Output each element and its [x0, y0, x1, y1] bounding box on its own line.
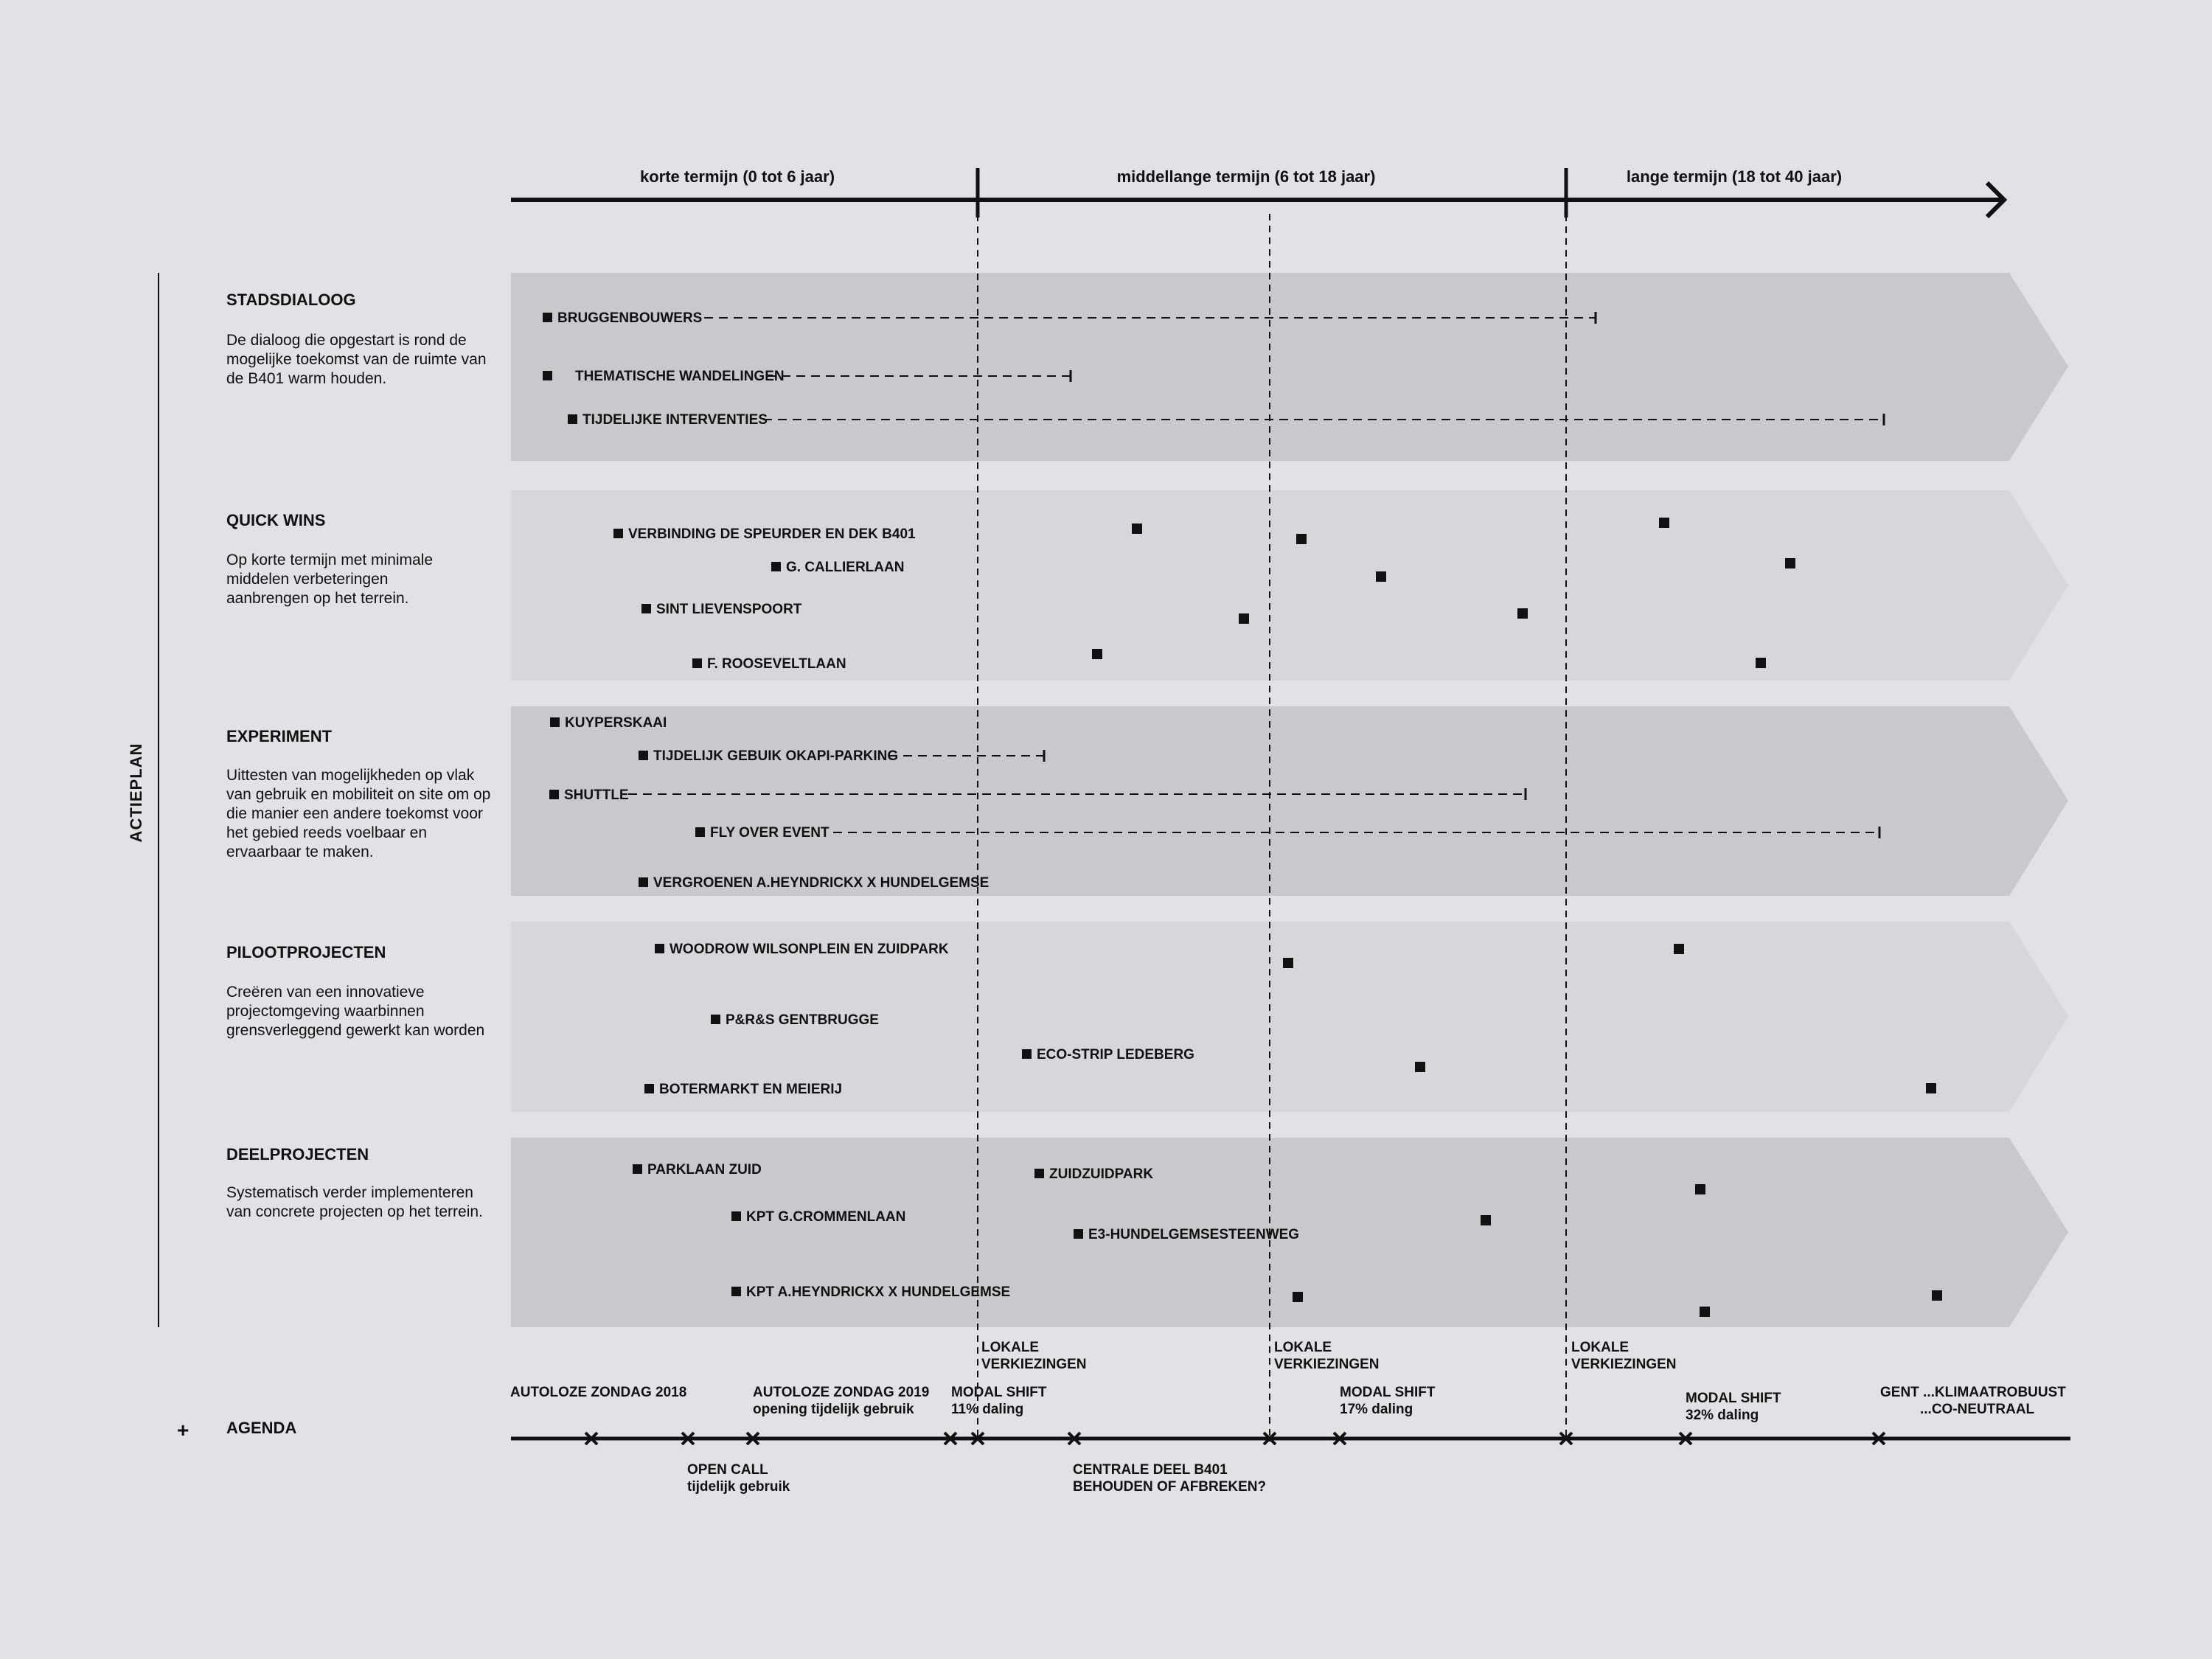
milestone-marker	[1283, 958, 1293, 968]
item-marker	[633, 1164, 642, 1174]
agenda-event-label: CENTRALE DEEL B401 BEHOUDEN OF AFBREKEN?	[1073, 1462, 1267, 1495]
milestone-marker	[1695, 1184, 1705, 1194]
band-arrow-experiment	[511, 706, 2068, 896]
milestone-marker	[1415, 1062, 1425, 1072]
agenda-event-label: LOKALE VERKIEZINGEN	[1274, 1340, 1380, 1372]
item-label: E3-HUNDELGEMSESTEENWEG	[1088, 1227, 1300, 1242]
item-label: KPT G.CROMMENLAAN	[746, 1209, 906, 1225]
agenda-event-label: LOKALE VERKIEZINGEN	[981, 1340, 1087, 1372]
item-label: TIJDELIJKE INTERVENTIES	[582, 412, 768, 428]
item-marker	[731, 1211, 741, 1221]
item-marker	[613, 529, 623, 538]
milestone-marker	[1376, 571, 1386, 582]
item-label: WOODROW WILSONPLEIN EN ZUIDPARK	[669, 942, 949, 957]
item-marker	[568, 414, 577, 424]
item-marker	[1022, 1049, 1032, 1059]
agenda-event-label: GENT ...KLIMAATROBUUST ...CO-NEUTRAAL	[1880, 1385, 2066, 1417]
agenda-event-label: OPEN CALL tijdelijk gebruik	[687, 1462, 790, 1495]
agenda-event-label: MODAL SHIFT 32% daling	[1686, 1391, 1781, 1423]
milestone-marker	[1092, 649, 1102, 659]
agenda-event-label: MODAL SHIFT 11% daling	[951, 1385, 1047, 1417]
band-desc-stadsdialoog: De dialoog die opgestart is rond de mogelijke toekomst van de ruimte van de B401 warm houden.	[226, 332, 487, 387]
milestone-marker	[1756, 658, 1766, 668]
item-label: PARKLAAN ZUID	[647, 1162, 762, 1178]
milestone-marker	[1239, 613, 1249, 624]
milestone-marker	[1659, 518, 1669, 528]
item-label: FLY OVER EVENT	[710, 825, 830, 841]
item-marker	[711, 1015, 720, 1024]
band-title-pilootprojecten: PILOOTPROJECTEN	[226, 943, 386, 961]
milestone-marker	[1700, 1307, 1710, 1317]
milestone-marker	[1481, 1215, 1491, 1225]
agenda-event-label: AUTOLOZE ZONDAG 2018	[510, 1385, 687, 1400]
item-marker	[644, 1084, 654, 1093]
band-arrow-stadsdialoog	[511, 273, 2068, 461]
period-medium-label: middellange termijn (6 tot 18 jaar)	[1116, 167, 1376, 186]
item-label: THEMATISCHE WANDELINGEN	[575, 369, 785, 384]
agenda-event-label: LOKALE VERKIEZINGEN	[1571, 1340, 1677, 1372]
item-label: BRUGGENBOUWERS	[557, 310, 703, 326]
band-headers	[226, 291, 495, 1220]
milestone-marker	[1517, 608, 1528, 619]
item-marker	[543, 371, 552, 380]
item-label: SINT LIEVENSPOORT	[656, 602, 802, 617]
item-label: ZUIDZUIDPARK	[1049, 1166, 1154, 1182]
band-title-quickwins: QUICK WINS	[226, 511, 326, 529]
item-label: VERBINDING DE SPEURDER EN DEK B401	[628, 526, 916, 542]
item-marker	[639, 877, 648, 887]
item-marker	[1034, 1169, 1044, 1178]
period-long-label: lange termijn (18 tot 40 jaar)	[1626, 167, 1843, 186]
item-marker	[641, 604, 651, 613]
agenda	[177, 1340, 2070, 1495]
band-desc-experiment: Uittesten van mogelijkheden op vlak van gebruik en mobiliteit on site om op die manier een andere toekomst voor het gebied reeds voelbaar en ervaarbaar te maken.	[226, 767, 491, 860]
agenda-plus-icon: +	[177, 1419, 189, 1441]
band-desc-pilootprojecten: Creëren van een innovatieve projectomgeving waarbinnen grensverleggend gewerkt kan worden	[226, 984, 485, 1039]
item-marker	[550, 717, 560, 727]
item-label: G. CALLIERLAAN	[786, 560, 905, 575]
item-marker	[655, 944, 664, 953]
milestone-marker	[1674, 944, 1684, 954]
milestone-marker	[1293, 1292, 1303, 1302]
item-label: ECO-STRIP LEDEBERG	[1037, 1047, 1194, 1062]
milestone-marker	[1932, 1290, 1942, 1301]
item-marker	[639, 751, 648, 760]
item-marker	[692, 658, 702, 668]
item-marker	[543, 313, 552, 322]
milestone-marker	[1785, 558, 1795, 568]
band-title-stadsdialoog: STADSDIALOOG	[226, 291, 356, 309]
agenda-event-label: AUTOLOZE ZONDAG 2019 opening tijdelijk gebruik	[753, 1385, 930, 1417]
item-marker	[731, 1287, 741, 1296]
item-label: TIJDELIJK GEBUIK OKAPI-PARKING	[653, 748, 899, 764]
item-label: KPT A.HEYNDRICKX X HUNDELGEMSE	[746, 1284, 1011, 1300]
band-desc-deelprojecten: Systematisch verder implementeren van concrete projecten op het terrein.	[226, 1184, 483, 1220]
milestone-marker	[1296, 534, 1307, 544]
item-marker	[771, 562, 781, 571]
band-desc-quickwins: Op korte termijn met minimale middelen verbeteringen aanbrengen op het terrein.	[226, 552, 434, 607]
band-title-experiment: EXPERIMENT	[226, 727, 333, 745]
agenda-title: AGENDA	[226, 1419, 297, 1437]
item-label: BOTERMARKT EN MEIERIJ	[659, 1082, 843, 1097]
item-marker	[695, 827, 705, 837]
vertical-label: ACTIEPLAN	[127, 742, 145, 843]
item-label: KUYPERSKAAI	[565, 715, 667, 731]
timeline-header	[511, 167, 2004, 218]
item-marker	[549, 790, 559, 799]
item-label: SHUTTLE	[564, 787, 629, 803]
item-label: P&R&S GENTBRUGGE	[726, 1012, 879, 1028]
period-short-label: korte termijn (0 tot 6 jaar)	[639, 167, 835, 186]
item-label: F. ROOSEVELTLAAN	[707, 656, 846, 672]
item-marker	[1074, 1229, 1083, 1239]
milestone-marker	[1132, 524, 1142, 534]
item-label: VERGROENEN A.HEYNDRICKX X HUNDELGEMSE	[653, 875, 990, 891]
band-title-deelprojecten: DEELPROJECTEN	[226, 1145, 369, 1164]
milestone-marker	[1926, 1083, 1936, 1093]
agenda-event-label: MODAL SHIFT 17% daling	[1340, 1385, 1436, 1417]
band-arrow-quickwins	[511, 490, 2068, 681]
